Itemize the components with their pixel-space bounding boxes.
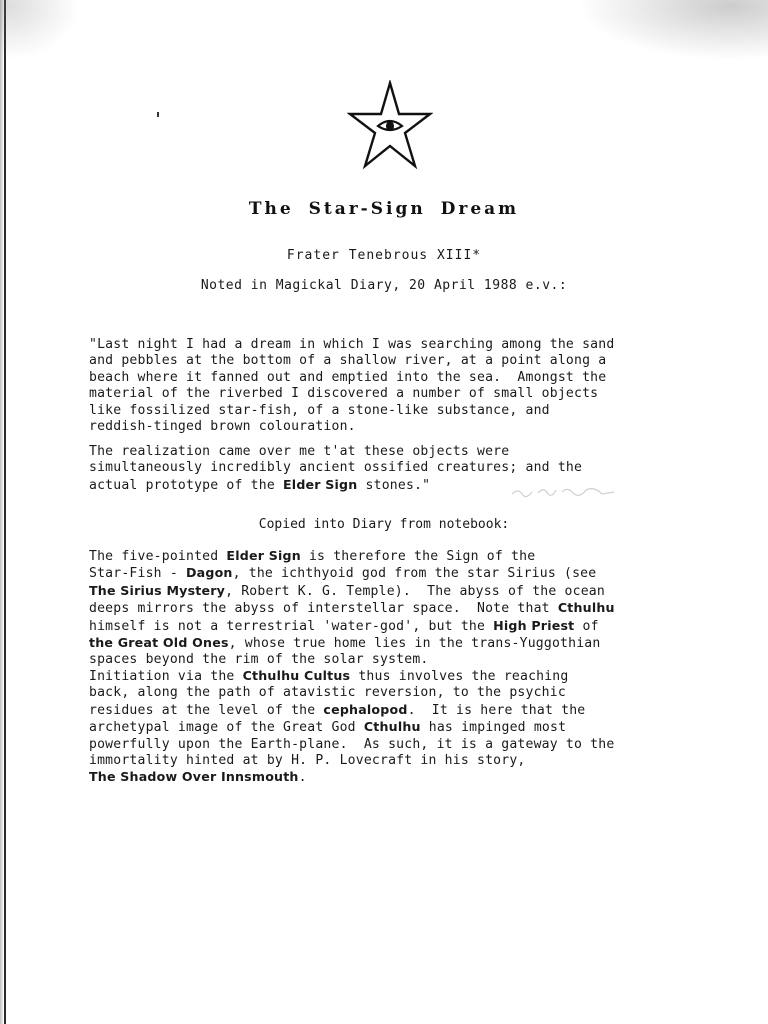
paragraph-elder-sign: The five-pointed Elder Sign is therefore the Sign of the Star-Fish - Dagon, the ichthyoid god from the star Sirius (see The Sirius Mystery, Robert K. G. Temple). The abyss of the ocean deeps mirrors the abyss of interstellar space. Note that Cthulhu himself is not a terrestrial 'water-god', but the High Priest of the Great Old Ones, whose true home lies in the trans-Yuggothian spaces beyond the rim of the solar system. xyxy=(89,548,615,668)
scan-edge-shadow xyxy=(0,0,3,1024)
ink-speck xyxy=(157,112,159,117)
diary-note-line: Noted in Magickal Diary, 20 April 1988 e.v.: xyxy=(200,278,568,293)
scan-smudge-top-left xyxy=(0,0,80,60)
pencil-scribble-mark xyxy=(508,480,618,502)
copied-heading: Copied into Diary from notebook: xyxy=(258,517,510,532)
document-title: The Star-Sign Dream xyxy=(248,199,520,219)
scan-smudge-top-right xyxy=(578,0,768,60)
author-line: Frater Tenebrous XIII* xyxy=(286,248,482,263)
paragraph-dream: "Last night I had a dream in which I was searching among the sand and pebbles at the bottom of a shallow river, at a point along a beach where it fanned out and emptied into the sea. Amongst the material of the riverbed I discovered a number of small objects like fossilized star-fish, of a stone-like substance, and reddish-tinged brown colouration. xyxy=(89,337,615,435)
elder-sign-star-icon xyxy=(347,80,433,172)
paragraph-initiation: Initiation via the Cthulhu Cultus thus involves the reaching back, along the path of atavistic reversion, to the psychic residues at the level of the cephalopod. It is here that the archetypal image of the Great God Cthulhu has impinged most powerfully upon the Earth-plane. As such, it is a gateway to the immortality hinted at by H. P. Lovecraft in his story, The Shadow Over Innsmouth. xyxy=(89,668,615,786)
scan-edge-line xyxy=(4,0,6,1024)
paragraph-realization: The realization came over me t'at these objects were simultaneously incredibly ancient ossified creatures; and the actual prototype of the Elder Sign stones." xyxy=(89,444,583,493)
